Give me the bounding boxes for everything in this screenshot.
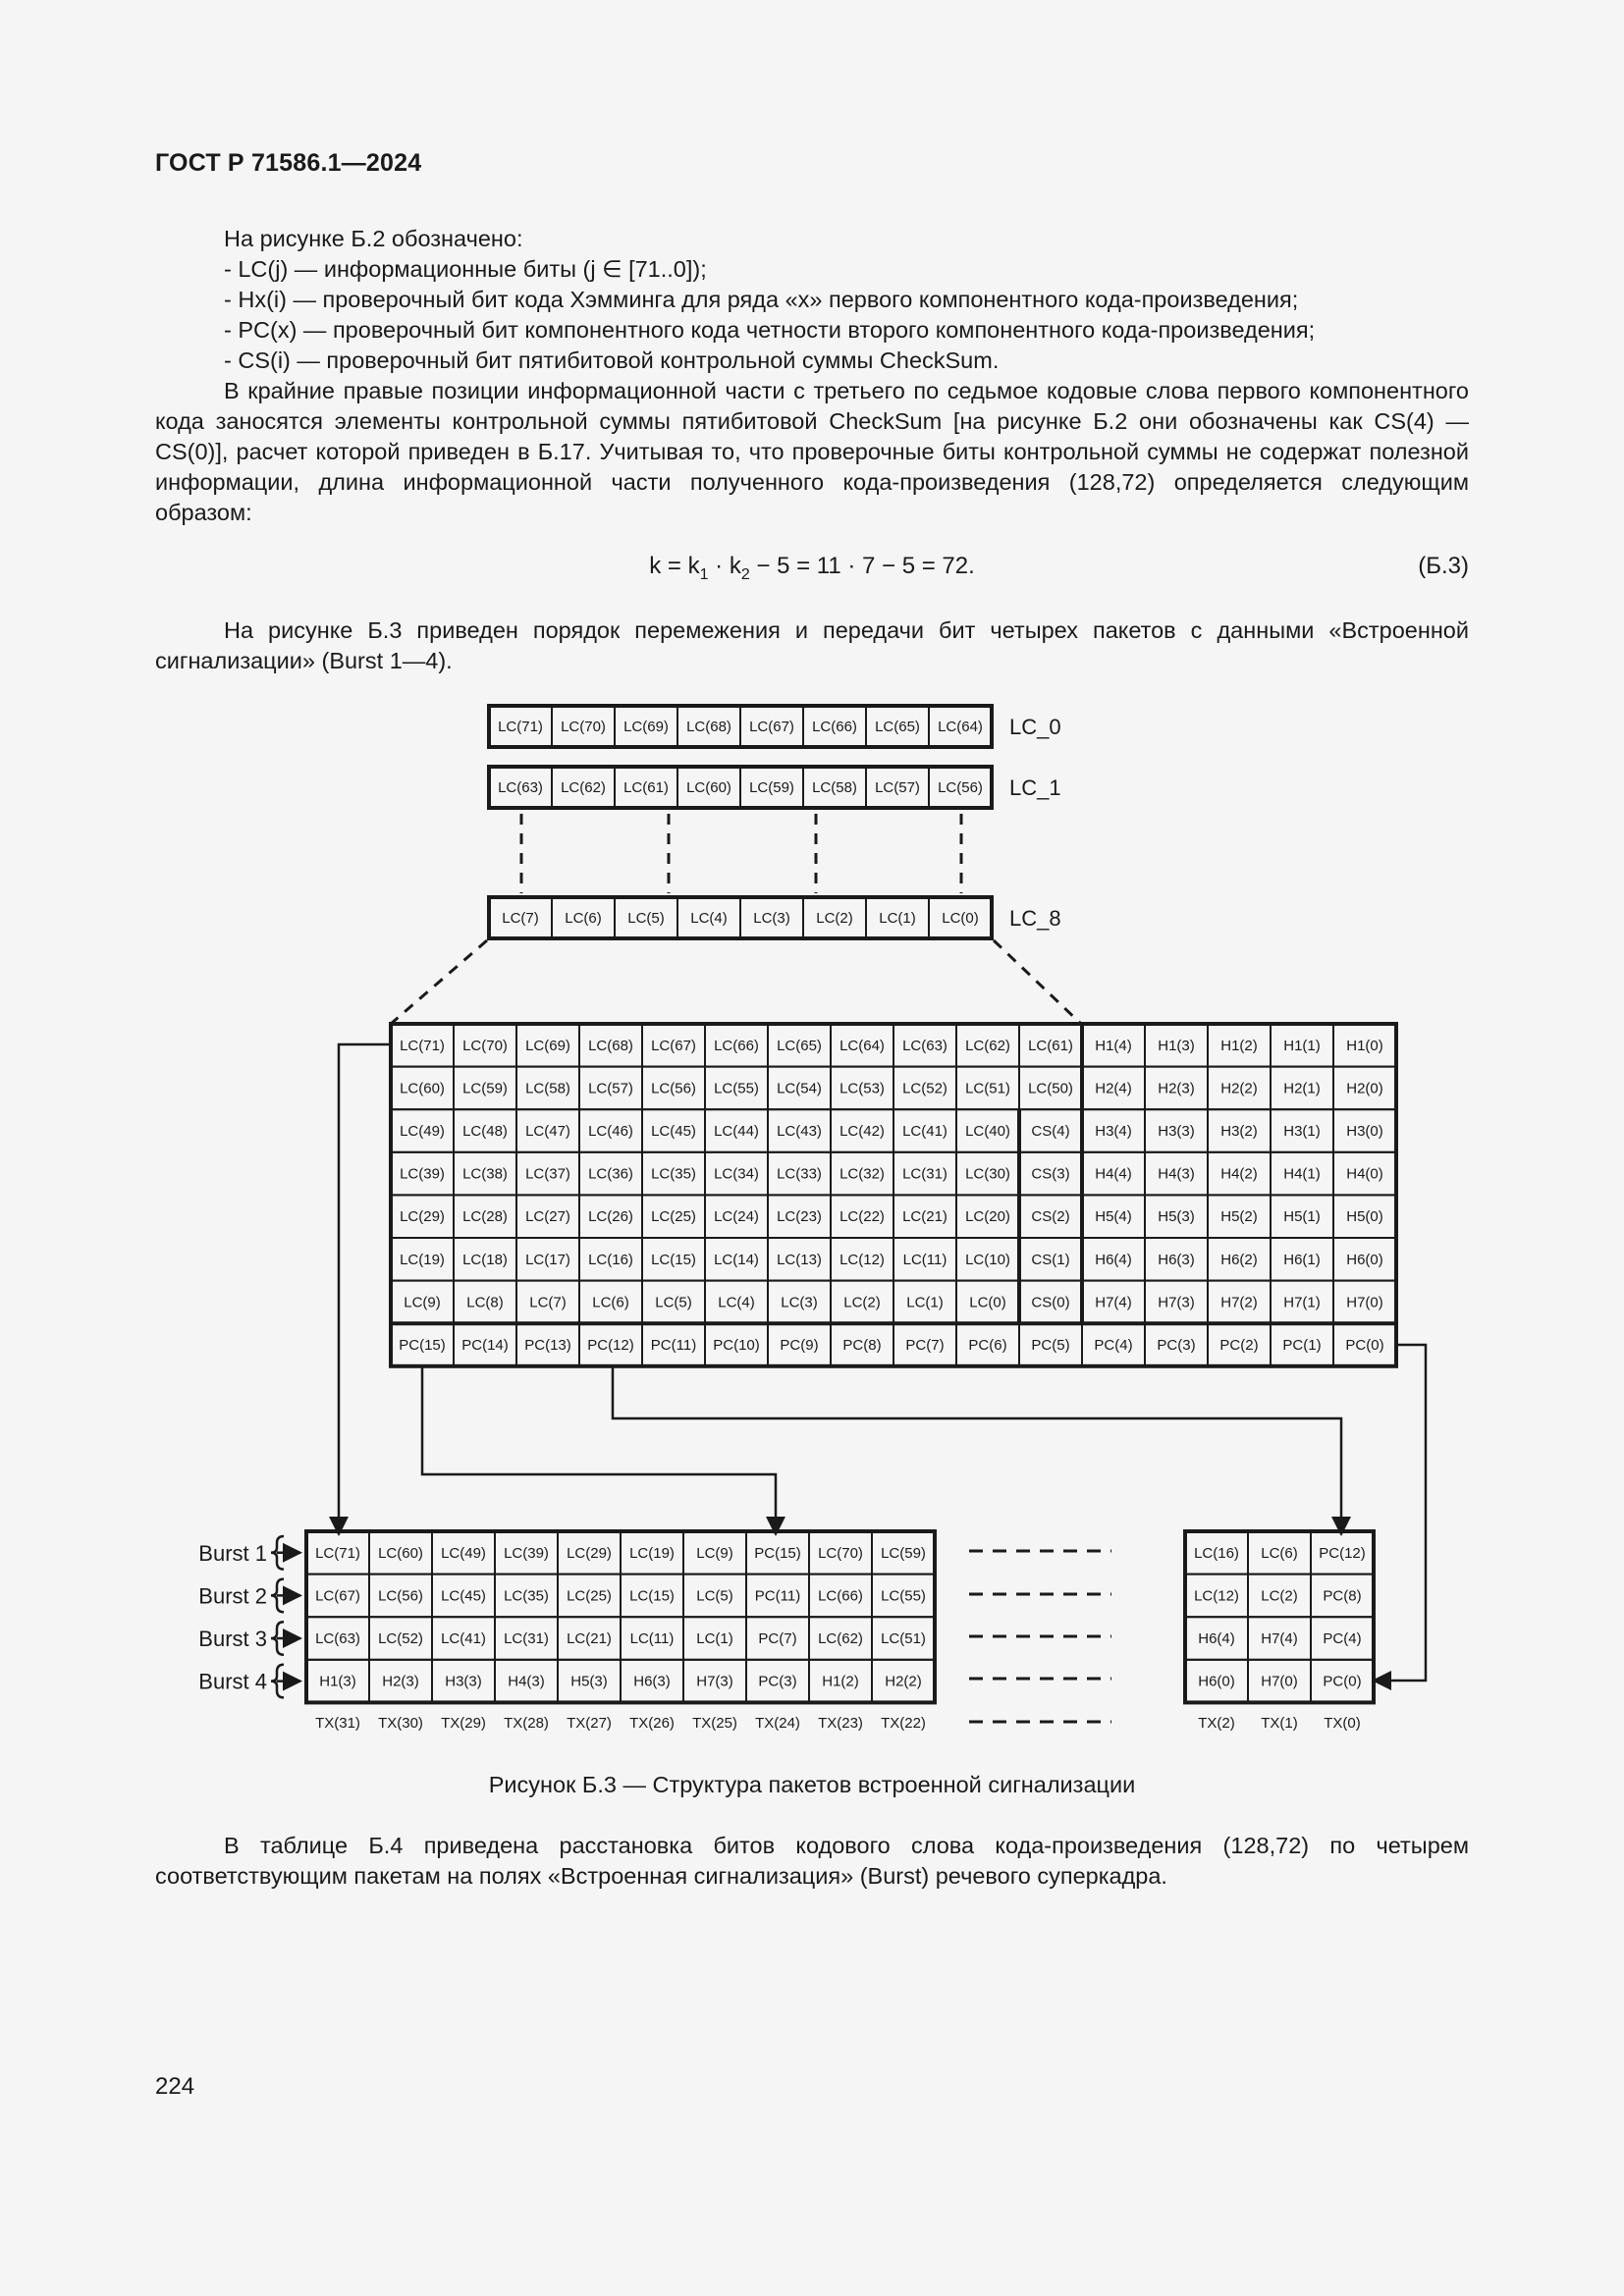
top-row-cell: LC(61) <box>623 779 669 796</box>
top-row-cell: LC(70) <box>561 719 606 735</box>
matrix-cell: LC(68) <box>588 1037 633 1054</box>
matrix-cell: LC(43) <box>777 1123 822 1140</box>
matrix-cell: LC(65) <box>777 1037 822 1054</box>
burst-cell: H5(3) <box>570 1673 608 1690</box>
matrix-cell: H5(4) <box>1095 1208 1132 1226</box>
top-row-cell: LC(63) <box>498 779 543 796</box>
matrix-cell: LC(33) <box>777 1165 822 1183</box>
top-row-cell: LC(5) <box>627 910 665 927</box>
top-row-cell: LC(57) <box>875 779 920 796</box>
matrix-cell: LC(18) <box>462 1251 508 1268</box>
top-row-cell: LC(6) <box>565 910 602 927</box>
matrix-cell: LC(63) <box>902 1037 947 1054</box>
burst-cell: PC(8) <box>1323 1587 1362 1605</box>
figure-caption: Рисунок Б.3 — Структура пакетов встроенной сигнализации <box>488 1772 1136 1797</box>
matrix-cell: H3(2) <box>1220 1123 1258 1140</box>
matrix-cell: H7(0) <box>1346 1294 1383 1311</box>
burst-cell: LC(49) <box>441 1544 486 1562</box>
matrix-cell: LC(58) <box>525 1080 570 1097</box>
matrix-cell: LC(48) <box>462 1123 508 1140</box>
matrix-cell: LC(55) <box>714 1080 759 1097</box>
burst-cell: PC(4) <box>1323 1630 1362 1647</box>
burst-cell: H1(3) <box>319 1673 356 1690</box>
tx-label: TX(24) <box>755 1715 800 1732</box>
top-row-cell: LC(3) <box>753 910 790 927</box>
burst-cell: LC(29) <box>567 1544 612 1562</box>
top-row-cell: LC(59) <box>749 779 794 796</box>
matrix-cell: LC(34) <box>714 1165 759 1183</box>
matrix-cell: LC(35) <box>651 1165 696 1183</box>
matrix-cell: H5(1) <box>1283 1208 1321 1226</box>
arrow-lc71-to-burst <box>339 1044 391 1534</box>
matrix-cell: H1(0) <box>1346 1037 1383 1054</box>
matrix-cell: LC(61) <box>1028 1037 1073 1054</box>
tx-label: TX(30) <box>378 1715 423 1732</box>
burst-label: Burst 4 <box>198 1669 267 1694</box>
matrix-cell: H1(4) <box>1095 1037 1132 1054</box>
document-header: ГОСТ Р 71586.1—2024 <box>155 149 422 177</box>
burst-cell: LC(55) <box>881 1587 926 1605</box>
burst-cell: LC(12) <box>1194 1587 1239 1605</box>
matrix-cell: LC(12) <box>839 1251 885 1268</box>
matrix-cell: PC(12) <box>587 1337 634 1354</box>
matrix-cell: PC(9) <box>780 1337 819 1354</box>
top-row-cell: LC(56) <box>938 779 983 796</box>
top-row-label: LC_1 <box>1009 775 1061 800</box>
top-row-cell: LC(62) <box>561 779 606 796</box>
burst-cell: H4(3) <box>508 1673 545 1690</box>
burst-cell: LC(39) <box>504 1544 549 1562</box>
matrix-cell: H6(4) <box>1095 1251 1132 1268</box>
matrix-cell: H4(2) <box>1220 1165 1258 1183</box>
dashed-diagonal <box>994 940 1081 1024</box>
matrix-cell: LC(62) <box>965 1037 1010 1054</box>
matrix-cell: LC(59) <box>462 1080 508 1097</box>
top-row-cell: LC(66) <box>812 719 857 735</box>
matrix-cell: LC(28) <box>462 1208 508 1226</box>
burst-cell: H6(4) <box>1198 1630 1235 1647</box>
tx-label: TX(31) <box>315 1715 360 1732</box>
matrix-cell: H3(0) <box>1346 1123 1383 1140</box>
matrix-cell: LC(50) <box>1028 1080 1073 1097</box>
matrix-cell: LC(19) <box>400 1251 445 1268</box>
matrix-cell: LC(36) <box>588 1165 633 1183</box>
matrix-cell: LC(16) <box>588 1251 633 1268</box>
matrix-cell: H1(3) <box>1158 1037 1195 1054</box>
matrix-cell: PC(10) <box>713 1337 760 1354</box>
matrix-cell: LC(56) <box>651 1080 696 1097</box>
matrix-cell: H4(3) <box>1158 1165 1195 1183</box>
burst-cell: PC(15) <box>754 1544 801 1562</box>
matrix-cell: H5(3) <box>1158 1208 1195 1226</box>
burst-cell: PC(11) <box>754 1587 801 1605</box>
matrix-cell: LC(13) <box>777 1251 822 1268</box>
matrix-cell: LC(7) <box>529 1294 567 1311</box>
matrix-cell: LC(26) <box>588 1208 633 1226</box>
matrix-cell: LC(38) <box>462 1165 508 1183</box>
burst-cell: H7(0) <box>1261 1673 1298 1690</box>
matrix-cell: LC(64) <box>839 1037 885 1054</box>
matrix-cell: CS(0) <box>1031 1294 1070 1311</box>
burst-cell: LC(31) <box>504 1630 549 1647</box>
matrix-cell: LC(41) <box>902 1123 947 1140</box>
burst-cell: LC(5) <box>696 1587 733 1605</box>
matrix-cell: PC(13) <box>524 1337 571 1354</box>
burst-cell: LC(19) <box>629 1544 675 1562</box>
matrix-cell: PC(15) <box>399 1337 446 1354</box>
matrix-cell: LC(29) <box>400 1208 445 1226</box>
burst-cell: LC(67) <box>315 1587 360 1605</box>
top-row-cell: LC(1) <box>879 910 916 927</box>
burst-cell: H7(4) <box>1261 1630 1298 1647</box>
burst-cell: H6(3) <box>633 1673 671 1690</box>
intro-line: - Hx(i) — проверочный бит кода Хэмминга для ряда «x» первого компонентного кода-произведения; <box>224 287 1299 312</box>
matrix-cell: H6(3) <box>1158 1251 1195 1268</box>
intro-line: - PC(x) — проверочный бит компонентного кода четности второго компонентного кода-произведения; <box>224 317 1316 343</box>
burst-cell: PC(12) <box>1319 1544 1366 1562</box>
matrix-cell: LC(2) <box>843 1294 881 1311</box>
closing-paragraph: В таблице Б.4 приведена расстановка битов кодового слова кода-произведения (128,72) по четырем соответствующим пакетам на полях «Встроенная сигнализация» (Burst) речевого суперкадра. <box>155 1833 1469 1889</box>
top-row-cell: LC(68) <box>686 719 731 735</box>
burst-label: Burst 3 <box>198 1627 267 1651</box>
tx-label: TX(25) <box>692 1715 737 1732</box>
top-row-label: LC_8 <box>1009 906 1061 931</box>
matrix-cell: LC(8) <box>466 1294 504 1311</box>
matrix-cell: LC(4) <box>718 1294 755 1311</box>
matrix-cell: H1(1) <box>1283 1037 1321 1054</box>
burst-cell: PC(7) <box>758 1630 797 1647</box>
burst-cell: LC(52) <box>378 1630 423 1647</box>
top-row-cell: LC(4) <box>690 910 728 927</box>
matrix-cell: H2(2) <box>1220 1080 1258 1097</box>
matrix-cell: H7(2) <box>1220 1294 1258 1311</box>
burst-label: Burst 2 <box>198 1583 267 1609</box>
matrix-cell: H4(4) <box>1095 1165 1132 1183</box>
matrix-cell: LC(66) <box>714 1037 759 1054</box>
matrix-cell: H4(0) <box>1346 1165 1383 1183</box>
matrix-cell: PC(6) <box>968 1337 1007 1354</box>
matrix-cell: LC(57) <box>588 1080 633 1097</box>
matrix-cell: LC(10) <box>965 1251 1010 1268</box>
matrix-cell: LC(6) <box>592 1294 629 1311</box>
tx-label: TX(28) <box>504 1715 549 1732</box>
burst-cell: LC(1) <box>696 1630 733 1647</box>
burst-cell: LC(71) <box>315 1544 360 1562</box>
intro-line: - CS(i) — проверочный бит пятибитовой контрольной суммы CheckSum. <box>224 347 1000 373</box>
matrix-cell: LC(31) <box>902 1165 947 1183</box>
matrix-cell: H7(4) <box>1095 1294 1132 1311</box>
burst-cell: H1(2) <box>822 1673 859 1690</box>
matrix-cell: H3(3) <box>1158 1123 1195 1140</box>
tx-label: TX(2) <box>1198 1715 1235 1732</box>
matrix-cell: PC(14) <box>461 1337 509 1354</box>
matrix-cell: H2(1) <box>1283 1080 1321 1097</box>
intro-line: На рисунке Б.2 обозначено: <box>224 226 523 251</box>
matrix-cell: LC(44) <box>714 1123 759 1140</box>
matrix-cell: LC(47) <box>525 1123 570 1140</box>
burst-cell: LC(16) <box>1194 1544 1239 1562</box>
matrix-cell: LC(52) <box>902 1080 947 1097</box>
burst-cell: LC(60) <box>378 1544 423 1562</box>
formula-number: (Б.3) <box>1418 553 1469 579</box>
burst-cell: LC(2) <box>1261 1587 1298 1605</box>
dashed-diagonal <box>391 940 487 1024</box>
burst-cell: LC(62) <box>818 1630 863 1647</box>
burst-cell: LC(45) <box>441 1587 486 1605</box>
matrix-cell: LC(51) <box>965 1080 1010 1097</box>
top-row-cell: LC(58) <box>812 779 857 796</box>
top-row-cell: LC(60) <box>686 779 731 796</box>
matrix-cell: H3(1) <box>1283 1123 1321 1140</box>
matrix-cell: LC(54) <box>777 1080 822 1097</box>
matrix-cell: LC(11) <box>902 1251 947 1268</box>
matrix-cell: LC(46) <box>588 1123 633 1140</box>
matrix-cell: LC(70) <box>462 1037 508 1054</box>
formula: $k = k_1 \cdot k_2 - 5 = 11 \cdot 7 - 5 = 72$. <box>649 553 975 583</box>
burst-cell: LC(21) <box>567 1630 612 1647</box>
matrix-cell: LC(67) <box>651 1037 696 1054</box>
matrix-cell: LC(69) <box>525 1037 570 1054</box>
matrix-cell: H4(1) <box>1283 1165 1321 1183</box>
matrix-cell: PC(0) <box>1345 1337 1384 1354</box>
burst-cell: LC(41) <box>441 1630 486 1647</box>
matrix-cell: LC(3) <box>781 1294 818 1311</box>
matrix-cell: LC(60) <box>400 1080 445 1097</box>
burst-cell: LC(66) <box>818 1587 863 1605</box>
matrix-cell: CS(3) <box>1031 1165 1070 1183</box>
matrix-cell: LC(25) <box>651 1208 696 1226</box>
burst-cell: H6(0) <box>1198 1673 1235 1690</box>
matrix-cell: LC(23) <box>777 1208 822 1226</box>
matrix-cell: PC(1) <box>1282 1337 1322 1354</box>
matrix-cell: LC(30) <box>965 1165 1010 1183</box>
matrix-cell: PC(8) <box>842 1337 882 1354</box>
matrix-cell: PC(2) <box>1219 1337 1259 1354</box>
top-row-cell: LC(71) <box>498 719 543 735</box>
matrix-cell: H6(1) <box>1283 1251 1321 1268</box>
burst-cell: LC(9) <box>696 1544 733 1562</box>
matrix-cell: LC(24) <box>714 1208 759 1226</box>
matrix-cell: LC(22) <box>839 1208 885 1226</box>
matrix-cell: LC(32) <box>839 1165 885 1183</box>
burst-cell: PC(0) <box>1323 1673 1362 1690</box>
burst-cell: LC(56) <box>378 1587 423 1605</box>
burst-cell: H7(3) <box>696 1673 733 1690</box>
burst-cell: LC(6) <box>1261 1544 1298 1562</box>
tx-label: TX(1) <box>1261 1715 1298 1732</box>
matrix-cell: LC(49) <box>400 1123 445 1140</box>
tx-label: TX(0) <box>1324 1715 1361 1732</box>
matrix-cell: CS(1) <box>1031 1251 1070 1268</box>
arrow-pc0-to-burst <box>1374 1345 1426 1681</box>
matrix-cell: LC(37) <box>525 1165 570 1183</box>
top-row-label: LC_0 <box>1009 715 1061 739</box>
burst-cell: PC(3) <box>758 1673 797 1690</box>
matrix-cell: LC(27) <box>525 1208 570 1226</box>
tx-label: TX(22) <box>881 1715 926 1732</box>
matrix-cell: H2(4) <box>1095 1080 1132 1097</box>
matrix-cell: LC(42) <box>839 1123 885 1140</box>
matrix-cell: LC(5) <box>655 1294 692 1311</box>
top-row-cell: LC(69) <box>623 719 669 735</box>
matrix-cell: H5(2) <box>1220 1208 1258 1226</box>
burst-cell: LC(63) <box>315 1630 360 1647</box>
matrix-cell: LC(45) <box>651 1123 696 1140</box>
burst-cell: LC(35) <box>504 1587 549 1605</box>
matrix-cell: LC(40) <box>965 1123 1010 1140</box>
top-row-cell: LC(0) <box>942 910 979 927</box>
matrix-cell: PC(5) <box>1031 1337 1070 1354</box>
matrix-cell: CS(2) <box>1031 1208 1070 1226</box>
burst-cell: H2(2) <box>885 1673 922 1690</box>
figure-intro-paragraph: На рисунке Б.3 приведен порядок перемежения и передачи бит четырех пакетов с данными «Встроенной сигнализации» (Burst 1—4). <box>155 617 1469 673</box>
burst-cell: LC(25) <box>567 1587 612 1605</box>
matrix-cell: H5(0) <box>1346 1208 1383 1226</box>
top-row-cell: LC(67) <box>749 719 794 735</box>
burst-cell: LC(11) <box>629 1630 675 1647</box>
burst-cell: LC(15) <box>629 1587 675 1605</box>
matrix-cell: LC(71) <box>400 1037 445 1054</box>
top-row-cell: LC(7) <box>502 910 539 927</box>
matrix-cell: LC(14) <box>714 1251 759 1268</box>
matrix-cell: H2(0) <box>1346 1080 1383 1097</box>
top-row-cell: LC(65) <box>875 719 920 735</box>
matrix-cell: LC(53) <box>839 1080 885 1097</box>
burst-cell: H3(3) <box>445 1673 482 1690</box>
closing-section <box>155 1831 1469 1892</box>
matrix-cell: PC(3) <box>1157 1337 1196 1354</box>
burst-label: Burst 1 <box>198 1540 267 1566</box>
matrix-cell: LC(39) <box>400 1165 445 1183</box>
matrix-cell: PC(11) <box>650 1337 697 1354</box>
tx-label: TX(23) <box>818 1715 863 1732</box>
matrix-cell: H3(4) <box>1095 1123 1132 1140</box>
top-row-cell: LC(2) <box>816 910 853 927</box>
matrix-cell: CS(4) <box>1031 1123 1070 1140</box>
tx-label: TX(29) <box>441 1715 486 1732</box>
arrow-pc12-to-burst <box>613 1366 1341 1534</box>
top-row-cell: LC(64) <box>938 719 983 735</box>
burst-cell: LC(70) <box>818 1544 863 1562</box>
matrix-cell: H6(2) <box>1220 1251 1258 1268</box>
burst-cell: LC(51) <box>881 1630 926 1647</box>
matrix-cell: PC(4) <box>1094 1337 1133 1354</box>
burst-cell: H2(3) <box>382 1673 419 1690</box>
matrix-cell: H1(2) <box>1220 1037 1258 1054</box>
matrix-cell: LC(20) <box>965 1208 1010 1226</box>
matrix-cell: LC(15) <box>651 1251 696 1268</box>
intro-paragraph: В крайние правые позиции информационной части с третьего по седьмое кодовые слова первого компонентного кода заносятся элементы контрольной суммы пятибитовой CheckSum [на рисунке Б.2 они обозначены как CS(4) — CS(0)], расчет которой приведен в Б.17. Учитывая то, что проверочные биты контрольной суммы не содержат полезной информации, длина информационной части полученного кода-произведения (128,72) определяется следующим образом: <box>155 378 1469 525</box>
matrix-cell: PC(7) <box>905 1337 945 1354</box>
matrix-cell: LC(1) <box>906 1294 944 1311</box>
arrow-pc15-to-burst <box>422 1366 776 1534</box>
matrix-cell: H7(1) <box>1283 1294 1321 1311</box>
matrix-cell: LC(21) <box>902 1208 947 1226</box>
matrix-cell: LC(17) <box>525 1251 570 1268</box>
intro-line: - LC(j) — информационные биты (j ∈ [71..0]); <box>224 256 707 282</box>
matrix-cell: H6(0) <box>1346 1251 1383 1268</box>
matrix-cell: H2(3) <box>1158 1080 1195 1097</box>
page-number: 224 <box>155 2073 195 2100</box>
tx-label: TX(27) <box>567 1715 612 1732</box>
matrix-cell: LC(0) <box>969 1294 1006 1311</box>
matrix-cell: LC(9) <box>404 1294 441 1311</box>
tx-label: TX(26) <box>629 1715 675 1732</box>
burst-cell: LC(59) <box>881 1544 926 1562</box>
matrix-cell: H7(3) <box>1158 1294 1195 1311</box>
